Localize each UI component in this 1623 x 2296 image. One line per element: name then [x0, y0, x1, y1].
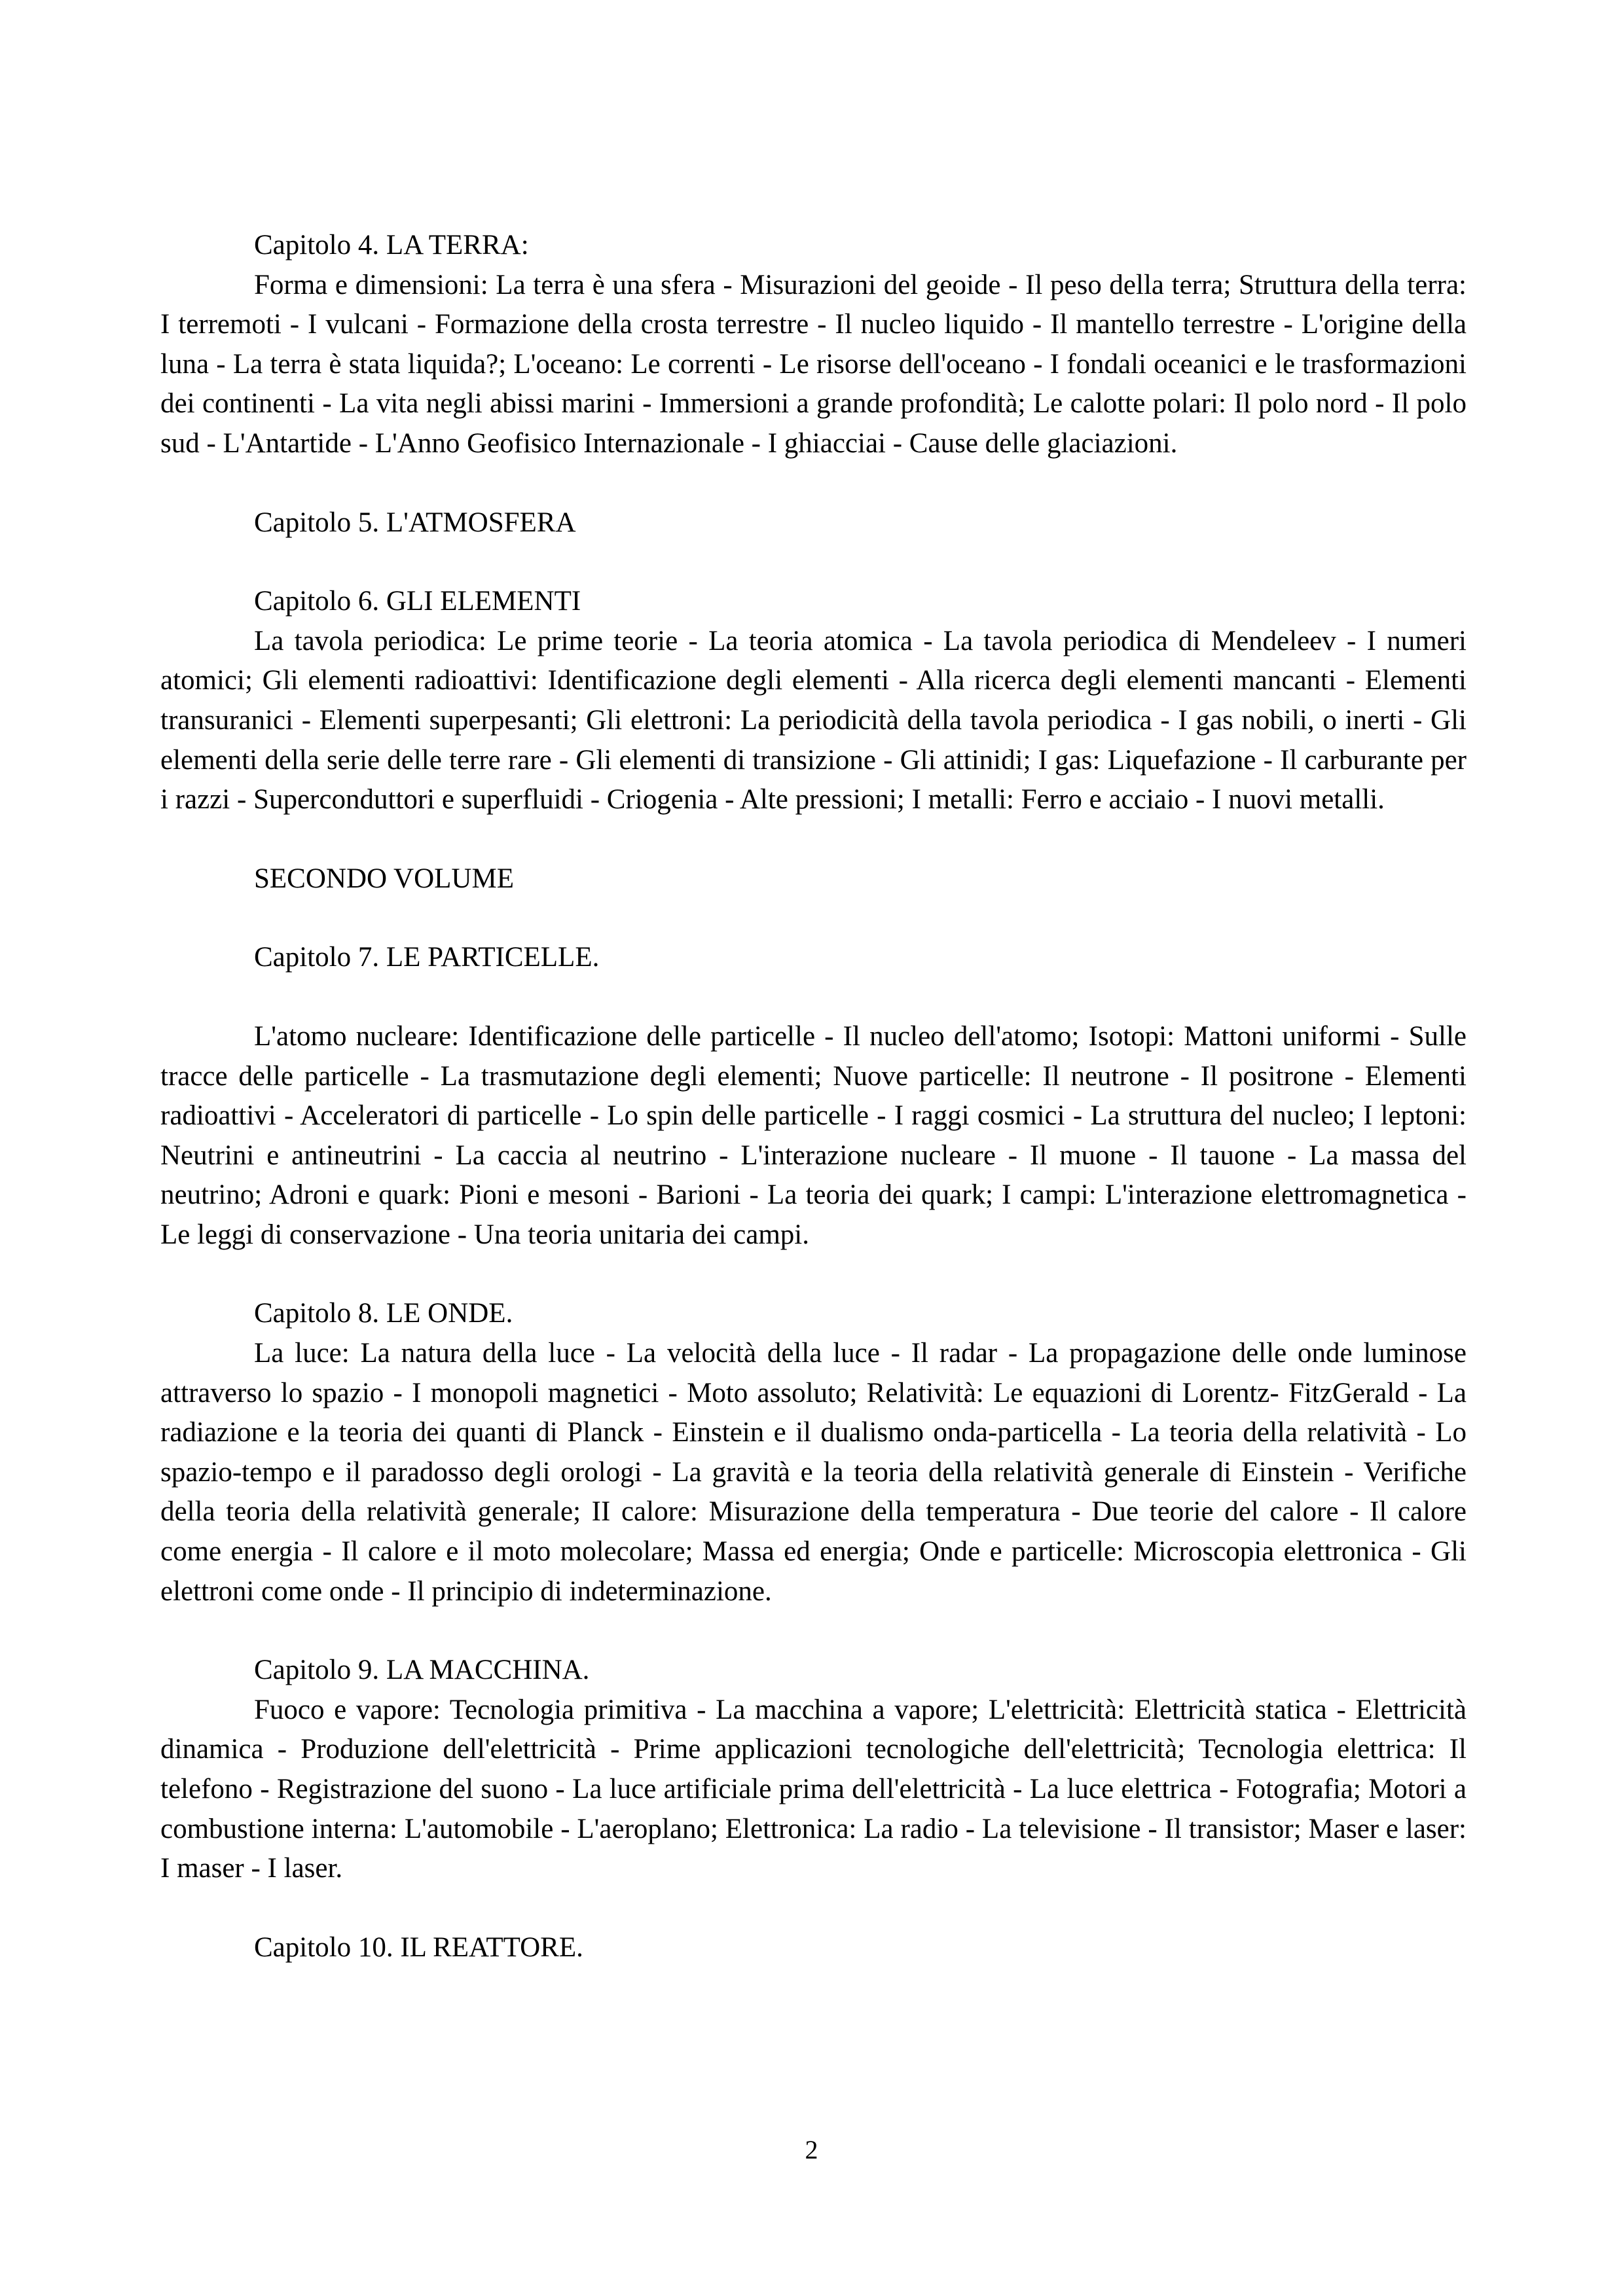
chapter-8-body: La luce: La natura della luce - La velocità della luce - Il radar - La propagazione delle onde luminose attraverso lo spazio - I monopoli magnetici - Moto assoluto; Relatività: Le equazioni di Lorentz- FitzGerald - La radiazione e la teoria dei quanti di Planck - Einstein e il dualismo onda-particella - La teoria della relatività - Lo spazio-tempo e il paradosso degli orologi - La gravità e la teoria della relatività generale di Einstein - Verifiche della teoria della relatività generale; II calore: Misurazione della temperatura - Due teorie del calore - Il calore come energia - Il calore e il moto molecolare; Massa ed energia; Onde e particelle: Microscopia elettronica - Gli elettroni come onde - Il principio di indeterminazione.	[160, 1338, 1467, 1607]
page-number: 2	[805, 2135, 818, 2164]
chapter-7-heading: Capitolo 7. LE PARTICELLE.	[254, 942, 600, 973]
chapter-6-heading: Capitolo 6. GLI ELEMENTI	[254, 586, 581, 617]
chapter-6	[160, 582, 1467, 820]
chapter-9-heading: Capitolo 9. LA MACCHINA.	[254, 1655, 590, 1686]
chapter-4-heading: Capitolo 4. LA TERRA:	[254, 230, 529, 260]
chapter-7	[160, 938, 1467, 1255]
chapter-8-heading: Capitolo 8. LE ONDE.	[254, 1298, 513, 1329]
chapter-7-body: L'atomo nucleare: Identificazione delle particelle - Il nucleo dell'atomo; Isotopi: Mattoni uniformi - Sulle tracce delle particelle - La trasmutazione degli elementi; Nuove particelle: Il neutrone - Il positrone - Elementi radioattivi - Acceleratori di particelle - Lo spin delle particelle - I raggi cosmici - La struttura del nucleo; I leptoni: Neutrini e antineutrini - La caccia al neutrino - L'interazione nucleare - Il muone - Il tauone - La massa del neutrino; Adroni e quark: Pioni e mesoni - Barioni - La teoria dei quark; I campi: L'interazione elettromagnetica - Le leggi di conservazione - Una teoria unitaria dei campi.	[160, 1020, 1467, 1250]
chapter-10-heading: Capitolo 10. IL REATTORE.	[254, 1931, 583, 1963]
chapter-9-body: Fuoco e vapore: Tecnologia primitiva - La macchina a vapore; L'elettricità: Elettricità statica - Elettricità dinamica - Produzione dell'elettricità - Prime applicazioni tecnologiche dell'elettricità; Tecnologia elettrica: Il telefono - Registrazione del suono - La luce artificiale prima dell'elettricità - La luce elettrica - Fotografia; Motori a combustione interna: L'automobile - L'aeroplano; Elettronica: La radio - La televisione - Il transistor; Maser e laser: I maser - I laser.	[160, 1694, 1467, 1884]
chapter-9	[160, 1651, 1467, 1889]
chapter-10	[160, 1928, 1467, 1968]
document-page	[160, 226, 1467, 2007]
chapter-8	[160, 1294, 1467, 1611]
volume-2	[160, 859, 1467, 899]
chapter-5-heading: Capitolo 5. L'ATMOSFERA	[254, 507, 576, 538]
volume-2-heading: SECONDO VOLUME	[254, 863, 514, 894]
chapter-4-body: Forma e dimensioni: La terra è una sfera - Misurazioni del geoide - Il peso della terra; Struttura della terra: I terremoti - I vulcani - Formazione della crosta terrestre - Il nucleo liquido - Il mantello terrestre - L'origine della luna - La terra è stata liquida?; L'oceano: Le correnti - Le risorse dell'oceano - I fondali oceanici e le trasformazioni dei continenti - La vita negli abissi marini - Immersioni a grande profondità; Le calotte polari: Il polo nord - Il polo sud - L'Antartide - L'Anno Geofisico Internazionale - I ghiacciai - Cause delle glaciazioni.	[160, 269, 1467, 459]
chapter-4	[160, 226, 1467, 464]
chapter-6-body: La tavola periodica: Le prime teorie - La teoria atomica - La tavola periodica di Mendeleev - I numeri atomici; Gli elementi radioattivi: Identificazione degli elementi - Alla ricerca degli elementi mancanti - Elementi transuranici - Elementi superpesanti; Gli elettroni: La periodicità della tavola periodica - I gas nobili, o inerti - Gli elementi della serie delle terre rare - Gli elementi di transizione - Gli attinidi; I gas: Liquefazione - Il carburante per i razzi - Superconduttori e superfluidi - Criogenia - Alte pressioni; I metalli: Ferro e acciaio - I nuovi metalli.	[160, 625, 1467, 816]
chapter-5	[160, 503, 1467, 543]
